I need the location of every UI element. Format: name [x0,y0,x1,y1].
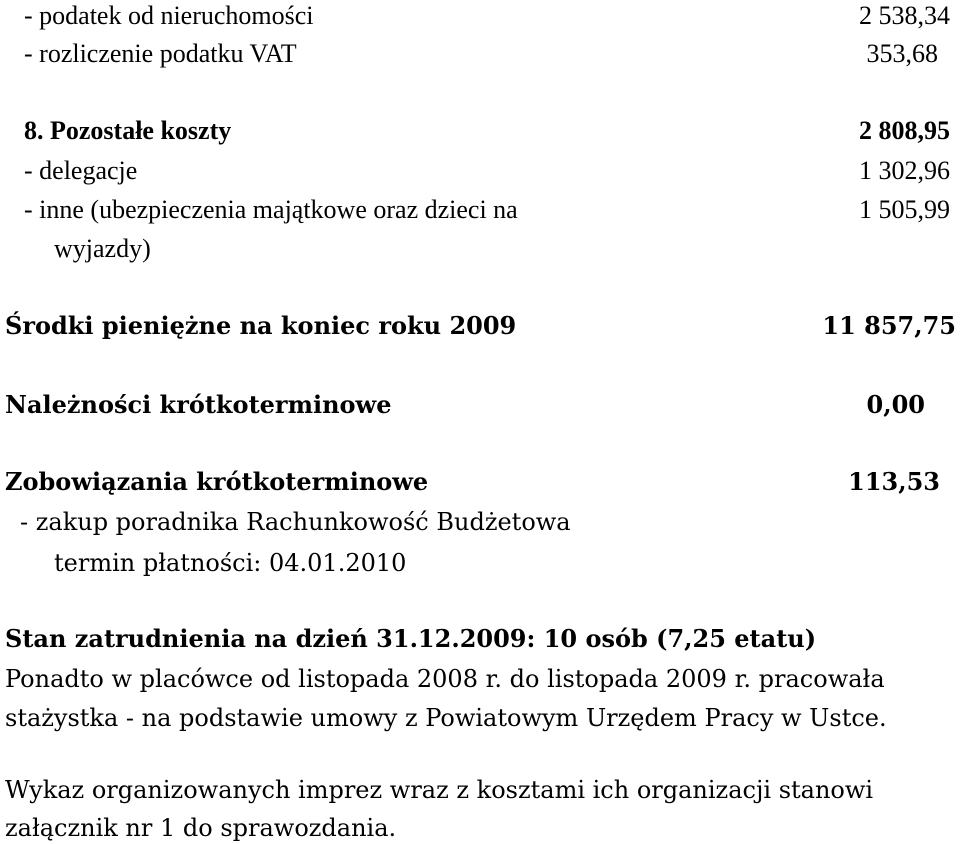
cash-value: 11 857,75 [822,311,956,340]
other-costs-total: 2 808,95 [859,116,950,145]
events-note-line1: Wykaz organizowanych imprez wraz z kosztami ich organizacji stanowi [5,776,874,804]
employment-note-line2: stażystka - na podstawie umowy z Powiatowym Urzędem Pracy w Ustce. [5,704,887,732]
vat-label: - rozliczenie podatku VAT [24,39,297,68]
property-tax-label: - podatek od nieruchomości [24,1,314,30]
receivables-label: Należności krótkoterminowe [5,390,392,419]
liabilities-item: - zakup poradnika Rachunkowość Budżetowa [20,508,571,536]
other-costs-value: 1 505,99 [859,195,950,224]
employment-heading: Stan zatrudnienia na dzień 31.12.2009: 10 osób (7,25 etatu) [5,624,817,653]
liabilities-item-due-date: termin płatności: 04.01.2010 [54,549,407,577]
property-tax-value: 2 538,34 [859,1,950,30]
other-costs-heading: 8. Pozostałe koszty [24,116,232,145]
liabilities-value: 113,53 [848,467,940,496]
delegations-value: 1 302,96 [859,156,950,185]
employment-note-line1: Ponadto w placówce od listopada 2008 r. do listopada 2009 r. pracowała [5,665,885,693]
delegations-label: - delegacje [24,156,138,185]
liabilities-label: Zobowiązania krótkoterminowe [5,467,429,496]
vat-value: 353,68 [866,39,938,68]
cash-label: Środki pieniężne na koniec roku 2009 [5,311,517,340]
events-note-line2: załącznik nr 1 do sprawozdania. [5,814,397,842]
other-costs-label-continuation: wyjazdy) [54,234,151,263]
other-costs-label: - inne (ubezpieczenia majątkowe oraz dzieci na [24,195,518,224]
receivables-value: 0,00 [866,390,925,419]
